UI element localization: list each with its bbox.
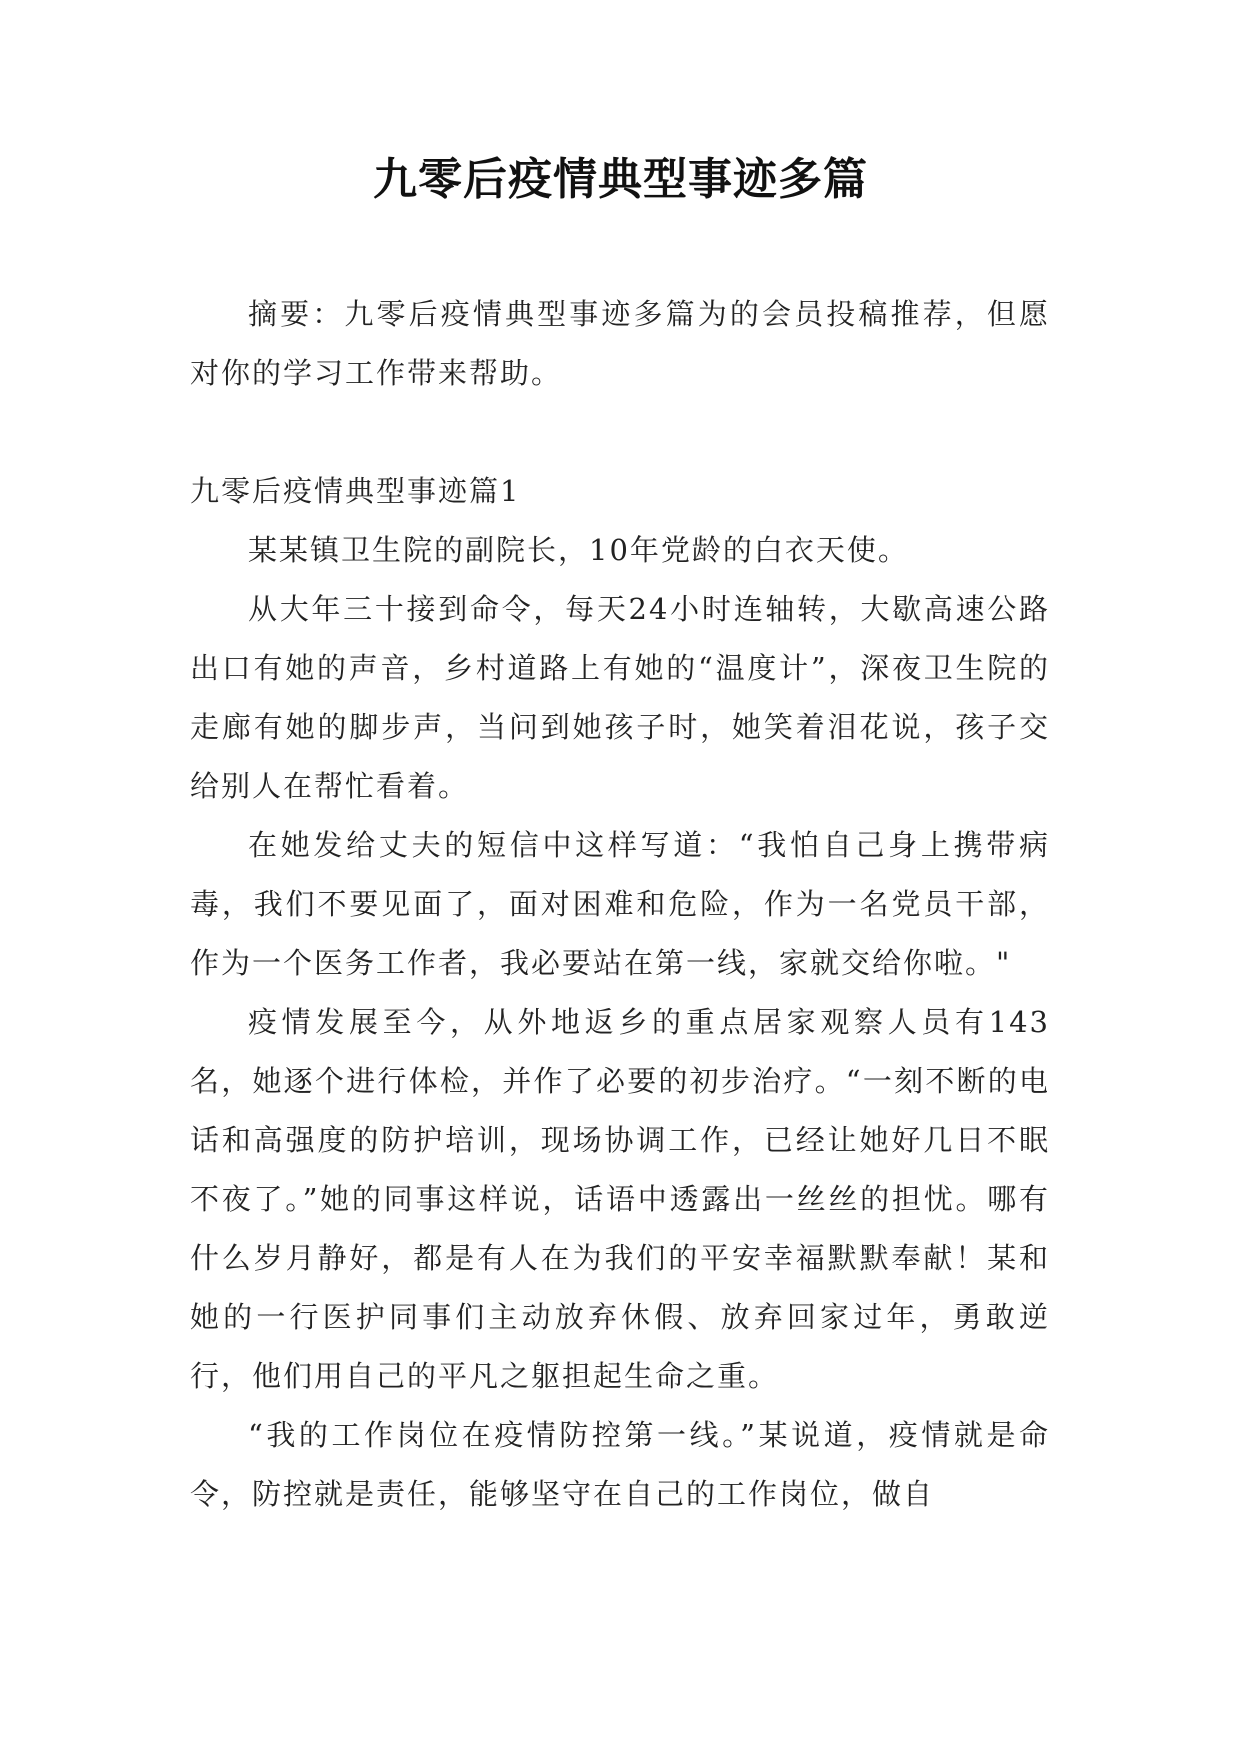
document-title: 九零后疫情典型事迹多篇 [373, 154, 868, 205]
document-body [190, 285, 1050, 1524]
body-paragraph: 某某镇卫生院的副院长，10年党龄的白衣天使。 [248, 533, 909, 567]
section-heading: 九零后疫情典型事迹篇1 [190, 474, 521, 508]
body-paragraph: 在她发给丈夫的短信中这样写道：“我怕自己身上携带病毒，我们不要见面了，面对困难和危险，作为一名党员干部，作为一个医务工作者，我必要站在第一线，家就交给你啦。" [190, 828, 1050, 980]
body-paragraph: 疫情发展至今，从外地返乡的重点居家观察人员有143名，她逐个进行体检，并作了必要的初步治疗。“一刻不断的电话和高强度的防护培训，现场协调工作，已经让她好几日不眠不夜了。”她的同事这样说，话语中透露出一丝丝的担忧。哪有什么岁月静好，都是有人在为我们的平安幸福默默奉献！某和她的一行医护同事们主动放弃休假、放弃回家过年，勇敢逆行，他们用自己的平凡之躯担起生命之重。 [190, 1005, 1050, 1393]
body-paragraph: 从大年三十接到命令，每天24小时连轴转，大歇高速公路出口有她的声音，乡村道路上有她的“温度计”，深夜卫生院的走廊有她的脚步声，当问到她孩子时，她笑着泪花说，孩子交给别人在帮忙看着。 [190, 592, 1050, 803]
abstract-paragraph: 摘要：九零后疫情典型事迹多篇为的会员投稿推荐，但愿对你的学习工作带来帮助。 [190, 297, 1050, 390]
body-paragraph: “我的工作岗位在疫情防控第一线。”某说道，疫情就是命令，防控就是责任，能够坚守在自己的工作岗位，做自 [190, 1418, 1050, 1511]
